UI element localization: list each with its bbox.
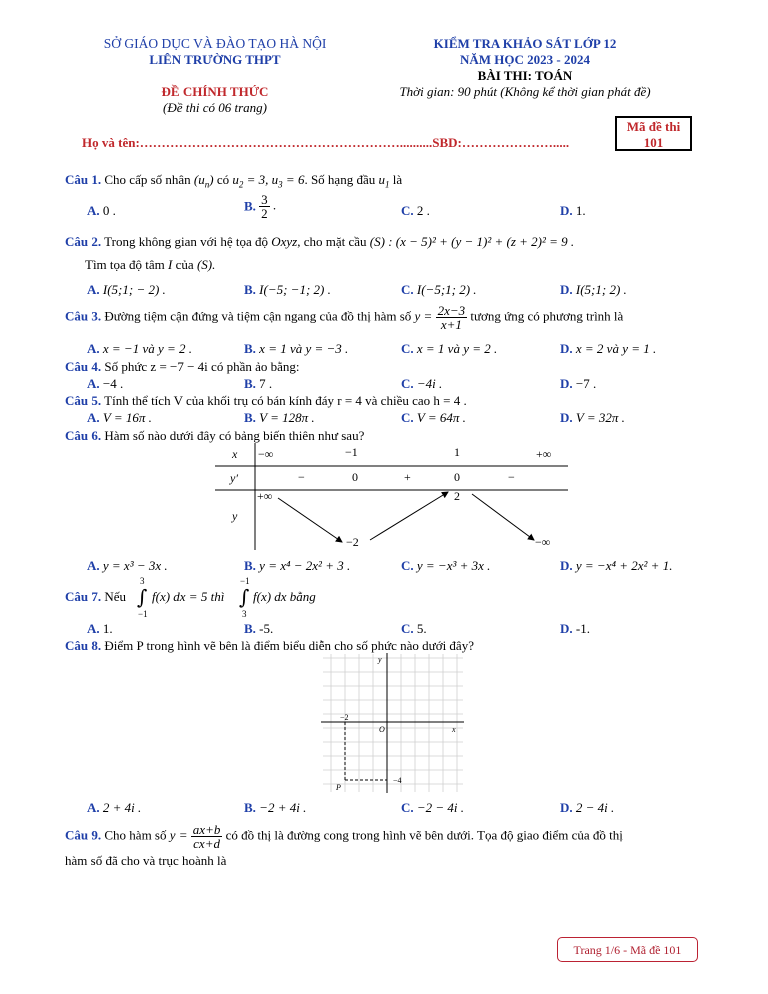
q7-option-a[interactable] bbox=[87, 621, 113, 637]
q1-first-term: $u_1$ bbox=[378, 172, 390, 190]
option-text: 2 + 4i . bbox=[102, 800, 142, 815]
q4-option-b[interactable] bbox=[244, 376, 272, 392]
option-letter: B. bbox=[244, 558, 256, 573]
exam-title: KIỂM TRA KHẢO SÁT LỚP 12 bbox=[433, 36, 617, 51]
label-x: x bbox=[232, 447, 238, 461]
option-letter: A. bbox=[87, 282, 100, 297]
q4-option-c[interactable] bbox=[401, 376, 442, 392]
option-letter: B. bbox=[244, 800, 256, 815]
option-text: y = x⁴ − 2x² + 3 . bbox=[259, 558, 351, 573]
option-text: V = 16π . bbox=[102, 410, 152, 425]
q3-option-d[interactable] bbox=[560, 341, 656, 357]
option-letter: A. bbox=[87, 800, 100, 815]
question-label: Câu 6. bbox=[65, 428, 102, 443]
q1-values: $u_2 = 3$, $u_3 = 6$ bbox=[232, 172, 305, 190]
name-sbd-line: Họ và tên:……………………………………………………..........SBD:…………………..... bbox=[82, 135, 570, 150]
q9-text-b: có đồ thị là đường cong trong hình vẽ bên dưới. Tọa độ giao điểm của đồ thị bbox=[225, 827, 623, 843]
option-letter: B. bbox=[244, 376, 256, 391]
x-minus-1: −1 bbox=[345, 445, 358, 459]
option-text: x = 1 và y = −3 . bbox=[259, 341, 349, 356]
q7-option-c[interactable] bbox=[401, 621, 427, 637]
q1-option-b[interactable]: B. $\frac{3}{2}$ . bbox=[244, 192, 277, 221]
question-label: Câu 2. bbox=[65, 234, 102, 249]
numerator: ax+b bbox=[192, 822, 221, 837]
integral-sign: ∫ bbox=[137, 585, 148, 609]
question-label: Câu 7. bbox=[65, 589, 102, 604]
option-text: −4 . bbox=[102, 376, 124, 391]
option-letter: A. bbox=[87, 203, 100, 218]
y-value-label: −4 bbox=[393, 776, 402, 785]
y-axis-label: y bbox=[378, 655, 382, 664]
y-pos-inf: +∞ bbox=[257, 489, 273, 503]
exam-code-label: Mã đề thi bbox=[626, 119, 681, 134]
option-letter: A. bbox=[87, 558, 100, 573]
zero-2: 0 bbox=[454, 470, 460, 484]
complex-plane-graph bbox=[318, 650, 466, 795]
option-letter: D. bbox=[560, 800, 573, 815]
q3-option-b[interactable] bbox=[244, 341, 348, 357]
q6-option-b[interactable] bbox=[244, 558, 350, 574]
q7-integral-1-top: 3 bbox=[140, 576, 145, 586]
q2-option-d[interactable] bbox=[560, 282, 627, 298]
numerator: 3 bbox=[261, 192, 268, 207]
option-text: -5. bbox=[259, 621, 274, 636]
q3-y: y = bbox=[414, 308, 433, 324]
option-text: 0 . bbox=[102, 203, 116, 218]
q2-equation: (S) : (x − 5)² + (y − 1)² + (z + 2)² = 9 . bbox=[369, 234, 575, 249]
option-text: I(−5;1; 2) . bbox=[416, 282, 477, 297]
q8-option-b[interactable] bbox=[244, 800, 306, 816]
zero-1: 0 bbox=[352, 470, 358, 484]
option-text: y = −x³ + 3x . bbox=[416, 558, 491, 573]
x-1: 1 bbox=[454, 445, 460, 459]
q9-fraction bbox=[191, 823, 223, 850]
option-letter: C. bbox=[401, 410, 414, 425]
question-3 bbox=[65, 304, 623, 331]
pages-note: (Đề thi có 06 trang) bbox=[163, 100, 267, 115]
question-2 bbox=[65, 234, 574, 250]
q3-option-c[interactable] bbox=[401, 341, 497, 357]
q6-option-c[interactable] bbox=[401, 558, 490, 574]
option-letter: D. bbox=[560, 341, 573, 356]
option-letter: C. bbox=[401, 621, 414, 636]
q7-integral-2-bottom: 3 bbox=[242, 609, 247, 619]
option-letter: D. bbox=[560, 282, 573, 297]
option-text: y = −x⁴ + 2x² + 1. bbox=[575, 558, 673, 573]
arrow-up bbox=[370, 492, 448, 540]
numerator: 2x−3 bbox=[437, 303, 466, 318]
arrow-down-1 bbox=[278, 498, 342, 542]
q8-option-c[interactable] bbox=[401, 800, 464, 816]
option-letter: B. bbox=[244, 341, 256, 356]
option-text: V = 128π . bbox=[259, 410, 315, 425]
q7-option-b[interactable] bbox=[244, 621, 273, 637]
question-label: Câu 4. bbox=[65, 359, 102, 374]
option-text: x = −1 và y = 2 . bbox=[102, 341, 193, 356]
option-text: 1. bbox=[575, 203, 586, 218]
q5-option-c[interactable] bbox=[401, 410, 466, 426]
option-text: I(−5; −1; 2) . bbox=[259, 282, 331, 297]
q2-sphere: (S). bbox=[196, 257, 216, 272]
y-neg-inf: −∞ bbox=[535, 535, 551, 549]
q1-text-c: . Số hạng đầu bbox=[304, 172, 376, 187]
option-text: 2 . bbox=[416, 203, 430, 218]
q3-after: tương ứng có phương trình là bbox=[470, 308, 624, 324]
q5-text: Tính thể tích V của khối trụ có bán kính đáy r = 4 và chiều cao h = 4 . bbox=[104, 393, 467, 408]
q1-text-d: là bbox=[392, 172, 403, 187]
label-yprime: y′ bbox=[230, 471, 238, 485]
q8-text: Điểm P trong hình vẽ bên là điểm biểu diễn cho số phức nào dưới đây? bbox=[104, 638, 474, 653]
option-letter: C. bbox=[401, 341, 414, 356]
question-4 bbox=[65, 359, 300, 375]
q7-text-a: Nếu bbox=[104, 589, 127, 604]
question-5 bbox=[65, 393, 467, 409]
option-text: V = 32π . bbox=[575, 410, 625, 425]
q2-text2: , cho mặt cầu bbox=[297, 234, 367, 249]
q7-text-b: f(x) dx = 5 thì bbox=[152, 589, 225, 604]
q5-option-b[interactable] bbox=[244, 410, 315, 426]
option-letter: A. bbox=[87, 621, 100, 636]
option-letter: C. bbox=[401, 376, 414, 391]
option-text: y = x³ − 3x . bbox=[102, 558, 168, 573]
q9-line2: hàm số đã cho và trục hoành là bbox=[65, 853, 227, 868]
q9-text-a: Cho hàm số bbox=[104, 827, 167, 843]
question-label: Câu 9. bbox=[65, 827, 102, 843]
sign-1: − bbox=[298, 470, 305, 484]
option-letter: A. bbox=[87, 376, 100, 391]
option-letter: B. bbox=[244, 621, 256, 636]
q1-option-a[interactable] bbox=[87, 203, 116, 219]
option-text: 1. bbox=[102, 621, 113, 636]
sign-2: + bbox=[404, 470, 411, 484]
q1-text-b: có bbox=[216, 172, 230, 187]
q5-option-a[interactable] bbox=[87, 410, 152, 426]
option-letter: C. bbox=[401, 203, 414, 218]
variation-table bbox=[210, 440, 575, 552]
exam-time: Thời gian: 90 phút (Không kể thời gian phát đề) bbox=[399, 84, 651, 99]
x-neg-inf: −∞ bbox=[258, 447, 274, 461]
q7-integral-2-top: −1 bbox=[240, 576, 250, 586]
q8-option-a[interactable] bbox=[87, 800, 141, 816]
option-letter: D. bbox=[560, 376, 573, 391]
option-letter: B. bbox=[244, 282, 256, 297]
q4-text: Số phức z = −7 − 4i có phần ảo bằng: bbox=[104, 359, 300, 374]
origin-label: O bbox=[379, 725, 385, 734]
y-2: 2 bbox=[454, 489, 460, 503]
exam-code-box bbox=[615, 116, 692, 151]
q6-option-a[interactable] bbox=[87, 558, 168, 574]
q7-text-c: f(x) dx bằng bbox=[253, 589, 316, 604]
school-year: NĂM HỌC 2023 - 2024 bbox=[460, 52, 590, 67]
subject: BÀI THI: TOÁN bbox=[477, 68, 573, 83]
option-text: −7 . bbox=[575, 376, 597, 391]
denominator: 2 bbox=[261, 206, 268, 221]
question-1 bbox=[65, 172, 402, 190]
option-text: 7 . bbox=[259, 376, 273, 391]
option-letter: A. bbox=[87, 410, 100, 425]
fraction bbox=[259, 193, 270, 220]
school-name: LIÊN TRƯỜNG THPT bbox=[149, 52, 281, 67]
option-letter: D. bbox=[560, 203, 573, 218]
question-label: Câu 3. bbox=[65, 308, 102, 324]
option-text: −2 − 4i . bbox=[416, 800, 465, 815]
q2-coord-system: Oxyz bbox=[271, 234, 298, 249]
y-minus-2: −2 bbox=[346, 535, 359, 549]
option-text: 2 − 4i . bbox=[575, 800, 615, 815]
q7-option-d[interactable] bbox=[560, 621, 590, 637]
option-text: I(5;1; 2) . bbox=[575, 282, 627, 297]
arrow-down-2 bbox=[472, 494, 534, 540]
x-pos-inf: +∞ bbox=[536, 447, 552, 461]
question-9-line2 bbox=[65, 853, 226, 869]
label-y: y bbox=[232, 509, 238, 523]
option-text: x = 2 và y = 1 . bbox=[575, 341, 657, 356]
page-footer: Trang 1/6 - Mã đề 101 bbox=[557, 937, 698, 962]
question-label: Câu 8. bbox=[65, 638, 102, 653]
question-7 bbox=[65, 589, 126, 605]
option-letter: D. bbox=[560, 621, 573, 636]
q5-option-d[interactable] bbox=[560, 410, 625, 426]
q4-option-d[interactable] bbox=[560, 376, 596, 392]
q2-option-c[interactable] bbox=[401, 282, 477, 298]
q3-fraction bbox=[436, 304, 468, 331]
q1-option-d[interactable] bbox=[560, 203, 586, 219]
q8-option-d[interactable] bbox=[560, 800, 614, 816]
option-text: x = 1 và y = 2 . bbox=[416, 341, 498, 356]
option-text: −2 + 4i . bbox=[259, 800, 307, 815]
q7-integral-1-bottom: −1 bbox=[138, 609, 148, 619]
x-value-label: −2 bbox=[340, 713, 349, 722]
q2-line2: Tìm tọa độ tâm bbox=[85, 257, 165, 272]
q3-text: Đường tiệm cận đứng và tiệm cận ngang của đồ thị hàm số bbox=[104, 308, 412, 324]
x-axis-label: x bbox=[452, 725, 456, 734]
q1-option-c[interactable] bbox=[401, 203, 430, 219]
question-label: Câu 1. bbox=[65, 172, 102, 187]
q3-option-a[interactable] bbox=[87, 341, 192, 357]
option-letter: D. bbox=[560, 410, 573, 425]
option-text: -1. bbox=[575, 621, 590, 636]
option-text: V = 64π . bbox=[416, 410, 466, 425]
sign-3: − bbox=[508, 470, 515, 484]
department-name: SỞ GIÁO DỤC VÀ ĐÀO TẠO HÀ NỘI bbox=[103, 36, 327, 51]
option-text: 5. bbox=[416, 621, 427, 636]
official-label: ĐỀ CHÍNH THỨC bbox=[161, 84, 269, 99]
option-letter: C. bbox=[401, 800, 414, 815]
option-text: −4i . bbox=[416, 376, 443, 391]
option-letter: A. bbox=[87, 341, 100, 356]
denominator: cx+d bbox=[193, 836, 220, 851]
q4-option-a[interactable] bbox=[87, 376, 123, 392]
q6-text: Hàm số nào dưới đây có bảng biến thiên như sau? bbox=[104, 428, 365, 443]
q2-text: Trong không gian với hệ tọa độ bbox=[104, 234, 268, 249]
exam-code: 101 bbox=[643, 135, 664, 150]
option-letter: C. bbox=[401, 558, 414, 573]
option-letter: C. bbox=[401, 282, 414, 297]
option-text: I(5;1; − 2) . bbox=[102, 282, 166, 297]
q1-sequence: $(u_n)$ bbox=[193, 172, 214, 190]
q2-line2b: của bbox=[175, 257, 194, 272]
q2-option-b[interactable] bbox=[244, 282, 331, 298]
denominator: x+1 bbox=[440, 317, 462, 332]
grid bbox=[323, 654, 463, 792]
integral-sign: ∫ bbox=[239, 585, 250, 609]
q9-y: y = bbox=[169, 827, 188, 843]
question-9 bbox=[65, 823, 623, 850]
question-2-line2 bbox=[85, 257, 215, 273]
q1-text: Cho cấp số nhân bbox=[104, 172, 191, 187]
q2-center: I bbox=[168, 257, 173, 272]
question-label: Câu 5. bbox=[65, 393, 102, 408]
option-letter: B. bbox=[244, 198, 256, 214]
option-letter: B. bbox=[244, 410, 256, 425]
option-letter: D. bbox=[560, 558, 573, 573]
q6-option-d[interactable] bbox=[560, 558, 672, 574]
q2-option-a[interactable] bbox=[87, 282, 166, 298]
point-p-label: P bbox=[336, 783, 341, 792]
